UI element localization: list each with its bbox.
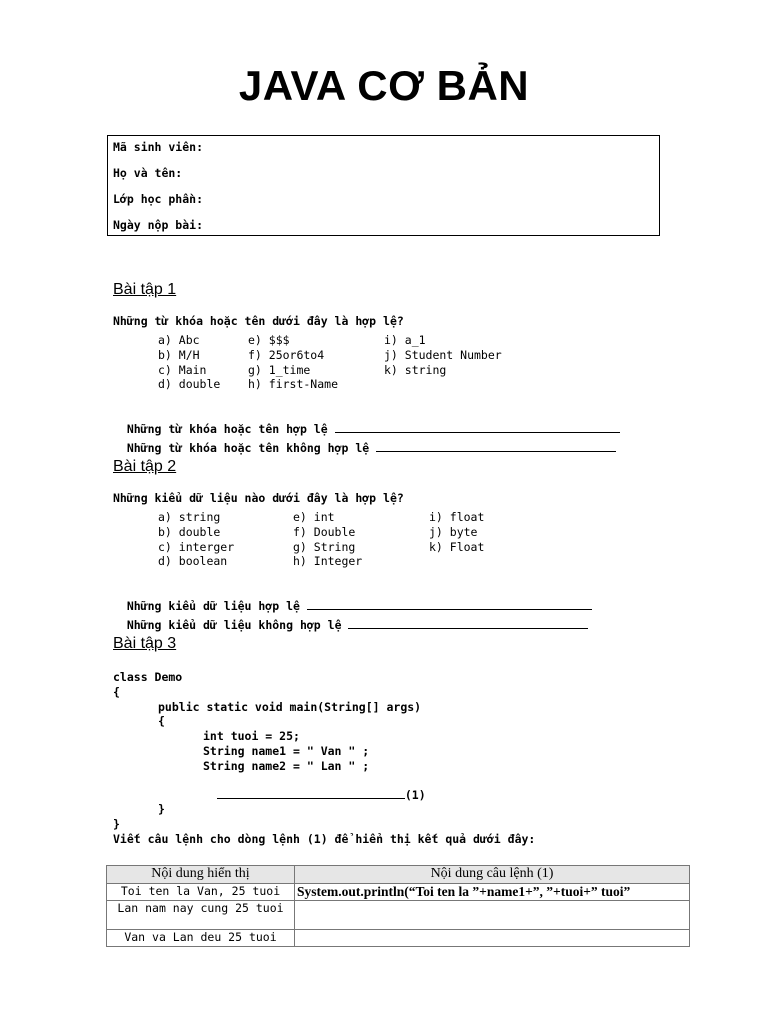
ex2-valid-label: Những kiểu dữ liệu hợp lệ [126, 599, 300, 613]
ex2-option: i) float [429, 510, 485, 524]
ex1-option: d) double [158, 377, 221, 391]
code-line: public static void main(String[] args) [158, 700, 422, 714]
student-id-label: Mã sinh viên: [113, 140, 204, 154]
ex2-option: b) double [158, 525, 221, 539]
code-line: class Demo [113, 670, 183, 684]
code-line: String name2 = " Lan " ; [203, 759, 370, 773]
exercise-1-question: Những từ khóa hoặc tên dưới đây là hợp lệ? [113, 314, 404, 328]
full-name-label: Họ và tên: [113, 166, 183, 180]
ex2-invalid-answer-blank[interactable] [348, 617, 588, 629]
table-row [107, 884, 690, 901]
ex1-invalid-line [113, 426, 616, 455]
ex2-option: k) Float [429, 540, 485, 554]
ex2-invalid-label: Những kiểu dữ liệu không hợp lệ [126, 618, 342, 632]
code-line: int tuoi = 25; [203, 729, 300, 743]
exercise-2-heading: Bài tập 2 [113, 458, 177, 475]
class-section-label: Lớp học phần: [113, 192, 204, 206]
table-header-row [107, 866, 690, 884]
ex2-option: j) byte [429, 525, 478, 539]
ex1-option: a) Abc [158, 333, 200, 347]
code-answer-blank[interactable] [217, 787, 405, 799]
statement-cell[interactable] [295, 930, 690, 947]
ex1-invalid-label: Những từ khóa hoặc tên không hợp lệ [126, 441, 370, 455]
exercise-2-question: Những kiểu dữ liệu nào dưới đây là hợp lệ? [113, 491, 404, 505]
code-line: { [158, 714, 165, 728]
submit-date-label: Ngày nộp bài: [113, 218, 204, 232]
code-blank-line [203, 773, 426, 802]
header-display-cell: Nội dung hiển thị [107, 866, 295, 884]
student-info-box [107, 135, 660, 236]
ex2-option: c) interger [158, 540, 235, 554]
result-table [106, 865, 690, 947]
ex1-option: e) $$$ [248, 333, 290, 347]
ex2-option: f) Double [293, 525, 356, 539]
ex2-option: d) boolean [158, 554, 228, 568]
ex1-option: f) 25or6to4 [248, 348, 325, 362]
ex2-option: h) Integer [293, 554, 363, 568]
code-line: { [113, 685, 120, 699]
code-line-marker: (1) [404, 788, 426, 802]
ex2-option: g) String [293, 540, 356, 554]
ex1-option: g) 1_time [248, 363, 311, 377]
ex2-option: e) int [293, 510, 335, 524]
header-statement-cell: Nội dung câu lệnh (1) [295, 866, 690, 884]
ex1-option: k) string [384, 363, 447, 377]
exercise-3-heading: Bài tập 3 [113, 635, 177, 652]
display-cell: Toi ten la Van, 25 tuoi [107, 884, 295, 901]
ex2-invalid-line [113, 603, 588, 632]
ex2-option: a) string [158, 510, 221, 524]
ex1-valid-label: Những từ khóa hoặc tên hợp lệ [126, 422, 328, 436]
statement-cell[interactable]: System.out.println(“Toi ten la ”+name1+”, ”+tuoi+” tuoi” [295, 884, 690, 901]
table-row [107, 901, 690, 930]
code-line: } [158, 802, 165, 816]
display-cell: Van va Lan deu 25 tuoi [107, 930, 295, 947]
ex1-option: c) Main [158, 363, 207, 377]
ex1-invalid-answer-blank[interactable] [376, 440, 616, 452]
table-row [107, 930, 690, 947]
code-line: String name1 = " Van " ; [203, 744, 370, 758]
exercise-3-instruction: Viết câu lệnh cho dòng lệnh (1) để hiển thị kết quả dưới đây: [113, 832, 536, 846]
statement-cell[interactable] [295, 901, 690, 930]
exercise-1-heading: Bài tập 1 [113, 281, 177, 298]
ex1-option: b) M/H [158, 348, 200, 362]
ex1-option: j) Student Number [384, 348, 502, 362]
display-cell: Lan nam nay cung 25 tuoi [107, 901, 295, 930]
page-title: JAVA CƠ BẢN [238, 62, 530, 109]
ex1-option: h) first-Name [248, 377, 339, 391]
ex1-option: i) a_1 [384, 333, 426, 347]
code-line: } [113, 817, 120, 831]
